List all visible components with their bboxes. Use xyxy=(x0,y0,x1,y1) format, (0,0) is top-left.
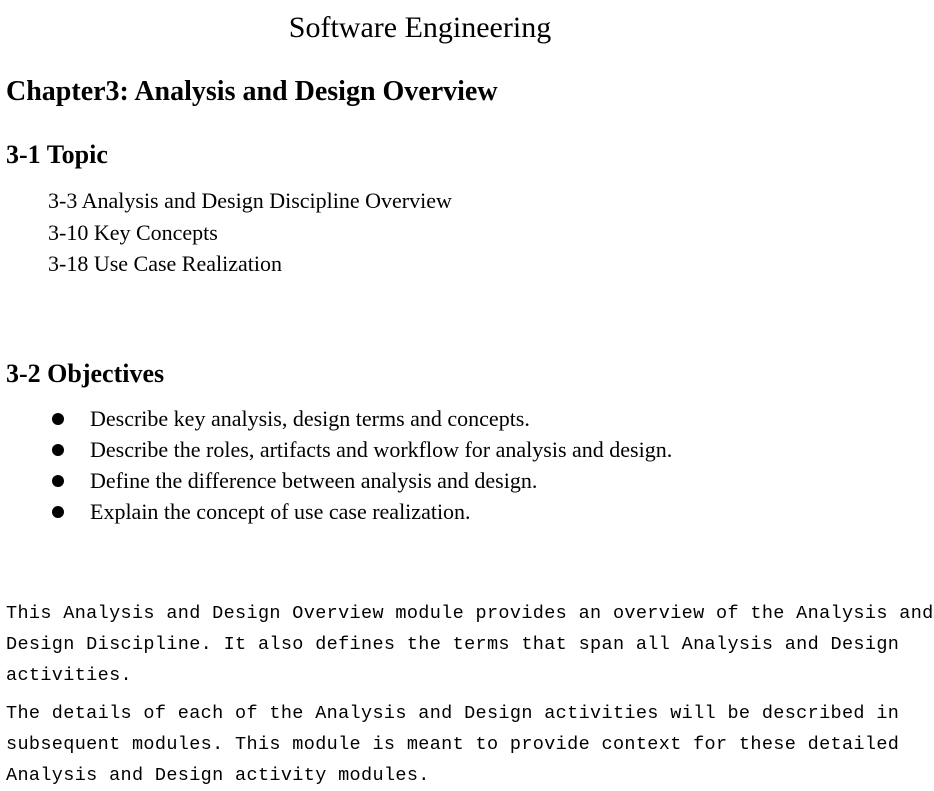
topic-item: 3-18 Use Case Realization xyxy=(48,251,282,276)
objectives-list xyxy=(48,403,672,527)
details-paragraph xyxy=(6,698,900,791)
paragraph-line: Analysis and Design activity modules. xyxy=(6,765,430,786)
objectives-section-heading: 3-2 Objectives xyxy=(6,359,165,388)
paragraph-line: Design Discipline. It also defines the terms that span all Analysis and Design xyxy=(6,634,900,655)
topic-item: 3-3 Analysis and Design Discipline Overview xyxy=(48,188,452,213)
objective-text: Explain the concept of use case realization. xyxy=(90,499,471,524)
topic-list xyxy=(48,185,452,280)
objective-text: Describe the roles, artifacts and workflow for analysis and design. xyxy=(90,437,673,462)
topic-section-heading: 3-1 Topic xyxy=(6,140,108,169)
objective-text: Define the difference between analysis and design. xyxy=(90,468,538,493)
objective-item xyxy=(48,403,672,434)
page-title: Software Engineering xyxy=(288,11,552,44)
objective-item xyxy=(48,465,672,496)
bullet-icon xyxy=(52,506,64,518)
bullet-icon xyxy=(52,413,64,425)
topic-item: 3-10 Key Concepts xyxy=(48,219,218,245)
chapter-heading: Chapter3: Analysis and Design Overview xyxy=(6,76,498,107)
bullet-icon xyxy=(52,444,64,456)
objective-item xyxy=(48,496,672,527)
bullet-icon xyxy=(52,475,64,487)
paragraph-line: This Analysis and Design Overview module provides an overview of the Analysis and xyxy=(6,603,934,624)
objective-text: Describe key analysis, design terms and concepts. xyxy=(90,406,530,431)
paragraph-line: activities. xyxy=(6,665,132,686)
paragraph-line: subsequent modules. This module is meant to provide context for these detailed xyxy=(6,734,900,755)
overview-paragraph xyxy=(6,598,934,691)
objective-item xyxy=(48,434,672,465)
paragraph-line: The details of each of the Analysis and Design activities will be described in xyxy=(6,703,900,724)
